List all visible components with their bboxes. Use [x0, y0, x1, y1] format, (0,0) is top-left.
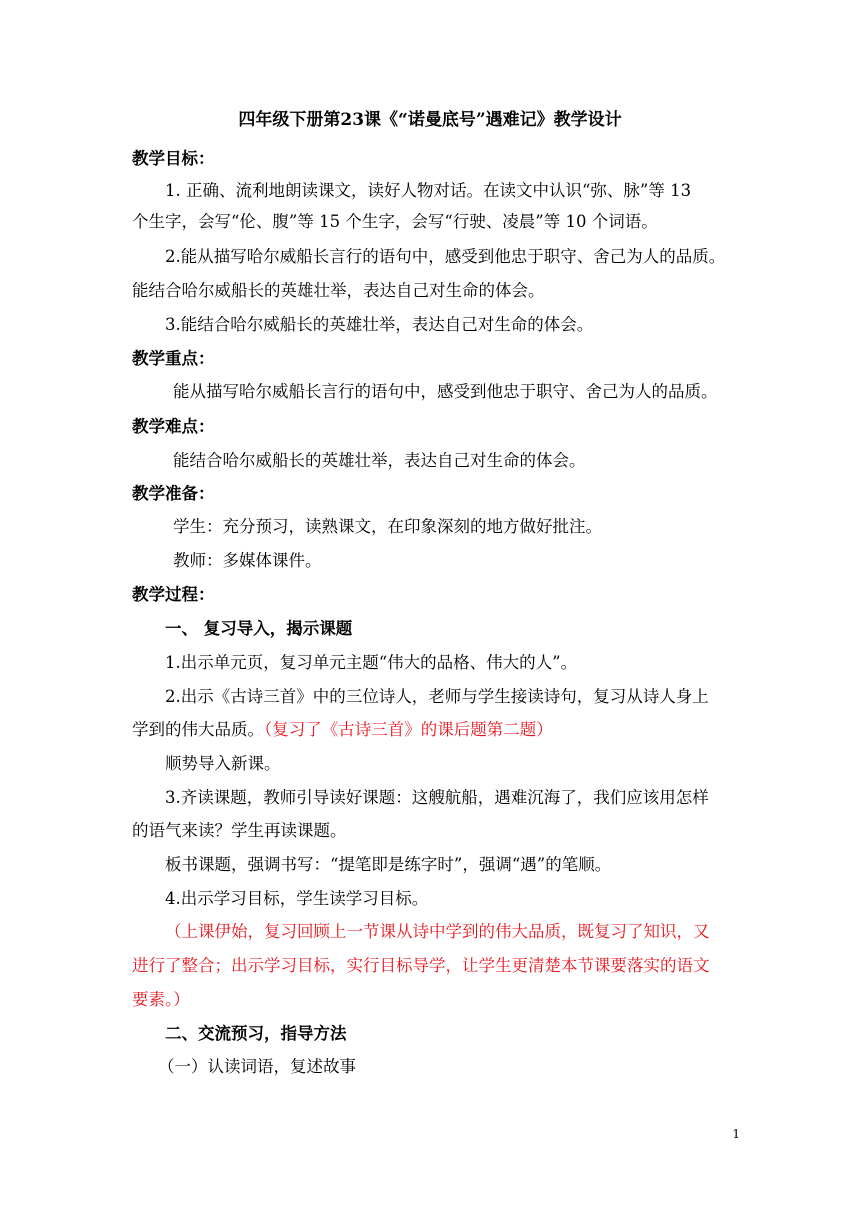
document-title: 四年级下册第23课《“诺曼底号”遇难记》教学设计 [238, 110, 622, 130]
step-4: 4.出示学习目标，学生读学习目标。 [165, 889, 429, 908]
step-1: 1.出示单元页，复习单元主题“伟大的品格、伟大的人”。 [165, 653, 578, 672]
board-writing-text: 板书课题，强调书写：“提笔即是练字时”，强调“遇”的笔顺。 [165, 855, 612, 874]
step-2-text: 学到的伟大品质。 [132, 720, 264, 739]
teaching-note-line-1: （上课伊始，复习回顾上一节课从诗中学到的伟大品质，既复习了知识，又 [165, 922, 710, 941]
key-points-text: 能从描写哈尔威船长言行的语句中，感受到他忠于职守、舍己为人的品质。 [173, 382, 718, 401]
key-points-heading: 教学重点： [132, 349, 215, 368]
preparation-teacher: 教师：多媒体课件。 [173, 551, 322, 570]
objective-1-line-1: 1. 正确、流利地朗读课文，读好人物对话。在读文中认识“弥、脉”等 13 [165, 181, 692, 200]
objective-3: 3.能结合哈尔威船长的英雄壮举，表达自己对生命的体会。 [165, 315, 594, 334]
subsection-1-heading: （一）认读词语，复述故事 [158, 1057, 356, 1076]
objective-2-line-1: 2.能从描写哈尔威船长言行的语句中，感受到他忠于职守、舍己为人的品质。 [165, 247, 726, 266]
section-2-heading: 二、交流预习，指导方法 [165, 1024, 347, 1043]
process-heading: 教学过程： [132, 585, 215, 604]
teaching-note-line-2: 进行了整合；出示学习目标，实行目标导学，让学生更清楚本节课要落实的语文 [132, 956, 710, 975]
step-3-line-1: 3.齐读课题，教师引导读好课题：这艘航船，遇难沉海了，我们应该用怎样 [165, 788, 709, 807]
objective-2-line-2: 能结合哈尔威船长的英雄壮举，表达自己对生命的体会。 [132, 281, 545, 300]
page-number: 1 [732, 1127, 740, 1141]
teaching-note-line-3: 要素。） [132, 990, 190, 1009]
step-2-line-1: 2.出示《古诗三首》中的三位诗人，老师与学生接读诗句，复习从诗人身上 [165, 687, 709, 706]
step-3-line-2: 的语气来读？学生再读课题。 [132, 821, 347, 840]
section-1-heading: 一、 复习导入，揭示课题 [165, 619, 353, 638]
preparation-students: 学生：充分预习，读熟课文，在印象深刻的地方做好批注。 [173, 517, 602, 536]
preparation-heading: 教学准备： [132, 484, 215, 503]
difficulties-text: 能结合哈尔威船长的英雄壮举，表达自己对生命的体会。 [173, 451, 586, 470]
transition-text: 顺势导入新课。 [165, 754, 281, 773]
step-2-annotation: （复习了《古诗三首》的课后题第二题） [264, 720, 553, 739]
difficulties-heading: 教学难点： [132, 417, 215, 436]
objective-1-line-2: 个生字，会写“伦、腹”等 15 个生字，会写“行驶、凌晨”等 10 个词语。 [132, 212, 658, 231]
step-2-line-2 [132, 719, 553, 741]
objectives-heading: 教学目标： [132, 149, 215, 168]
